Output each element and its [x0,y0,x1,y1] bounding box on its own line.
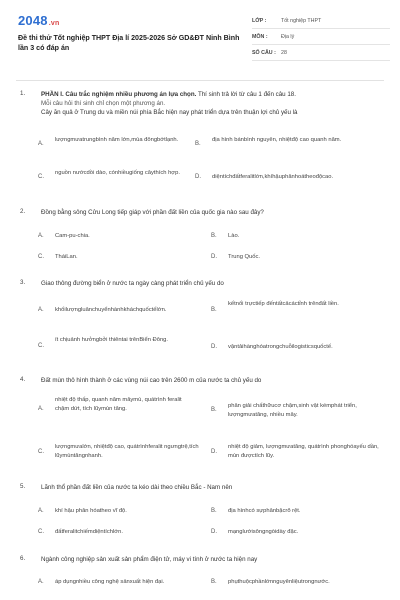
question-5 [20,483,386,538]
option-text: lượngmưatrungbình năm lớn,mùa đôngbớtlạnh. [55,137,179,143]
option-text: địa hìnhcó sựphânbậcrõ rệt. [228,508,301,514]
option-text: đấtferalitchiếmdiệntíchlớn. [55,529,123,535]
meta-count-row [252,45,390,61]
option-text: TháiLan. [55,254,78,260]
option-text: mạnglướisôngngòidày đặc. [228,529,299,535]
question-number: 6. [20,555,26,562]
option-text: Cam-pu-chia. [55,233,90,239]
exam-title: Đề thi thử Tốt nghiệp THPT Địa lí 2025-2026 Sở GD&ĐT Ninh Bình lần 3 có đáp án [18,34,240,52]
option-letter: A. [38,579,44,585]
question-3 [20,279,386,359]
question-stem: Cây ăn quả ở Trung du và miền núi phía Bắc hiện nay phát triển dựa trên thuận lợi chủ yếu là [41,109,298,116]
option-letter: C. [38,174,44,180]
meta-subject-label: MÔN : [252,33,268,40]
question-text: Lãnh thổ phần đất liền của nước ta kéo dài theo chiều Bắc - Nam nên [41,484,233,491]
option-letter: A. [38,508,44,514]
option-text: Trung Quốc. [228,254,261,260]
option-text: nhiệt độ thấp, quanh năm mâymù, quátrình feralit chậm dứt, tích lũymùn tăng. [55,397,182,412]
option-letter: A. [38,141,44,147]
option-letter: D. [211,449,217,455]
part-instruction: Thí sinh trả lời từ câu 1 đến câu 18. [196,91,296,98]
meta-subject-row [252,29,390,45]
question-text: Đồng bằng sông Cửu Long tiếp giáp với phần đất liền của quốc gia nào sau đây? [41,209,264,216]
option-letter: D. [211,344,217,350]
option-letter: A. [38,233,44,239]
option-letter: B. [195,141,201,147]
header-divider [16,80,384,81]
site-logo[interactable]: 2048.vn [18,13,60,28]
option-letter: A. [38,406,44,412]
option-letter: B. [211,233,217,239]
exam-meta-panel [252,13,390,61]
option-letter: C. [38,254,44,260]
question-2 [20,208,386,263]
option-text: phụthuộcphầnlớnnguyênliệutrongnước. [228,579,330,585]
question-number: 4. [20,376,26,383]
question-text: Ngành công nghiệp sản xuất sản phẩm điện tử, máy vi tính ở nước ta hiện nay [41,556,258,563]
header [0,0,400,75]
option-letter: A. [38,307,44,313]
option-text: nhiệt độ giảm, lượngmưatăng, quátrình phonghóayếu dần, mùn đượctích lũy. [228,444,379,459]
option-text: Lào. [228,233,240,239]
option-letter: D. [211,254,217,260]
meta-count-label: SỐ CÂU : [252,49,276,56]
option-letter: C. [38,529,44,535]
option-text: khí hậu phân hóatheo vĩ độ. [55,508,127,514]
option-letter: C. [38,449,44,455]
question-number: 5. [20,483,26,490]
option-text: ít chịuảnh hưởngbởi thiêntai trênBiển Đông. [55,337,168,343]
option-text: lượngmưalớn, nhiệtđộ cao, quátrìnhferalit ngưngtrệ,tích lũymùntăngnhanh. [55,444,199,459]
question-text [41,90,386,117]
question-text: Giao thông đường biển ở nước ta ngày càng phát triển chủ yếu do [41,280,224,287]
question-number: 2. [20,208,26,215]
meta-class-row [252,13,390,29]
question-6 [20,555,386,595]
option-letter: B. [211,407,217,413]
option-letter: B. [211,579,217,585]
question-number: 1. [20,90,26,97]
option-letter: B. [211,508,217,514]
option-text: vậntảihànghóatrongchuỗilogisticsquốctế. [228,344,333,350]
meta-class-label: LỚP : [252,17,267,24]
question-number: 3. [20,279,26,286]
part-instruction-line2: Mỗi câu hỏi thí sinh chỉ chọn một phương án. [41,100,166,107]
meta-count-value: 28 [281,49,287,56]
option-text: kếtnối trựctiếp đếntấtcảcáctỉnh trênđất liền. [228,301,339,307]
option-text: diệntíchđấtferalitlớn,khíhậuphânhoátheođộcao. [212,174,334,180]
meta-class-value: Tốt nghiệp THPT [281,17,322,24]
part-heading: PHẦN I. Câu trắc nghiệm nhiều phương án lựa chọn. [41,91,197,98]
question-1 [20,90,386,190]
option-text: áp dụngnhiều công nghệ sảnxuất hiện đại. [55,579,165,585]
option-letter: D. [211,529,217,535]
option-text: địa hình bánbình nguyên, nhiệtđộ cao quanh năm. [212,137,342,143]
option-letter: C. [38,343,44,349]
option-letter: B. [211,307,217,313]
option-text: nguồn nướcdồi dào, cónhiềugiống câythích hợp. [55,170,180,176]
question-text: Đất mùn thô hình thành ở các vùng núi cao trên 2600 m của nước ta chủ yếu do [41,377,262,384]
option-text: phân giải chấthữucơ chậm,sinh vật kémphát triển, lượngmưatăng, nhiều mây. [228,403,357,418]
question-4 [20,376,386,471]
meta-subject-value: Địa lý [281,33,295,40]
option-text: khốilượngluânchuyểnhànhkháchquốctếlớn. [55,307,167,313]
option-letter: D. [195,174,201,180]
